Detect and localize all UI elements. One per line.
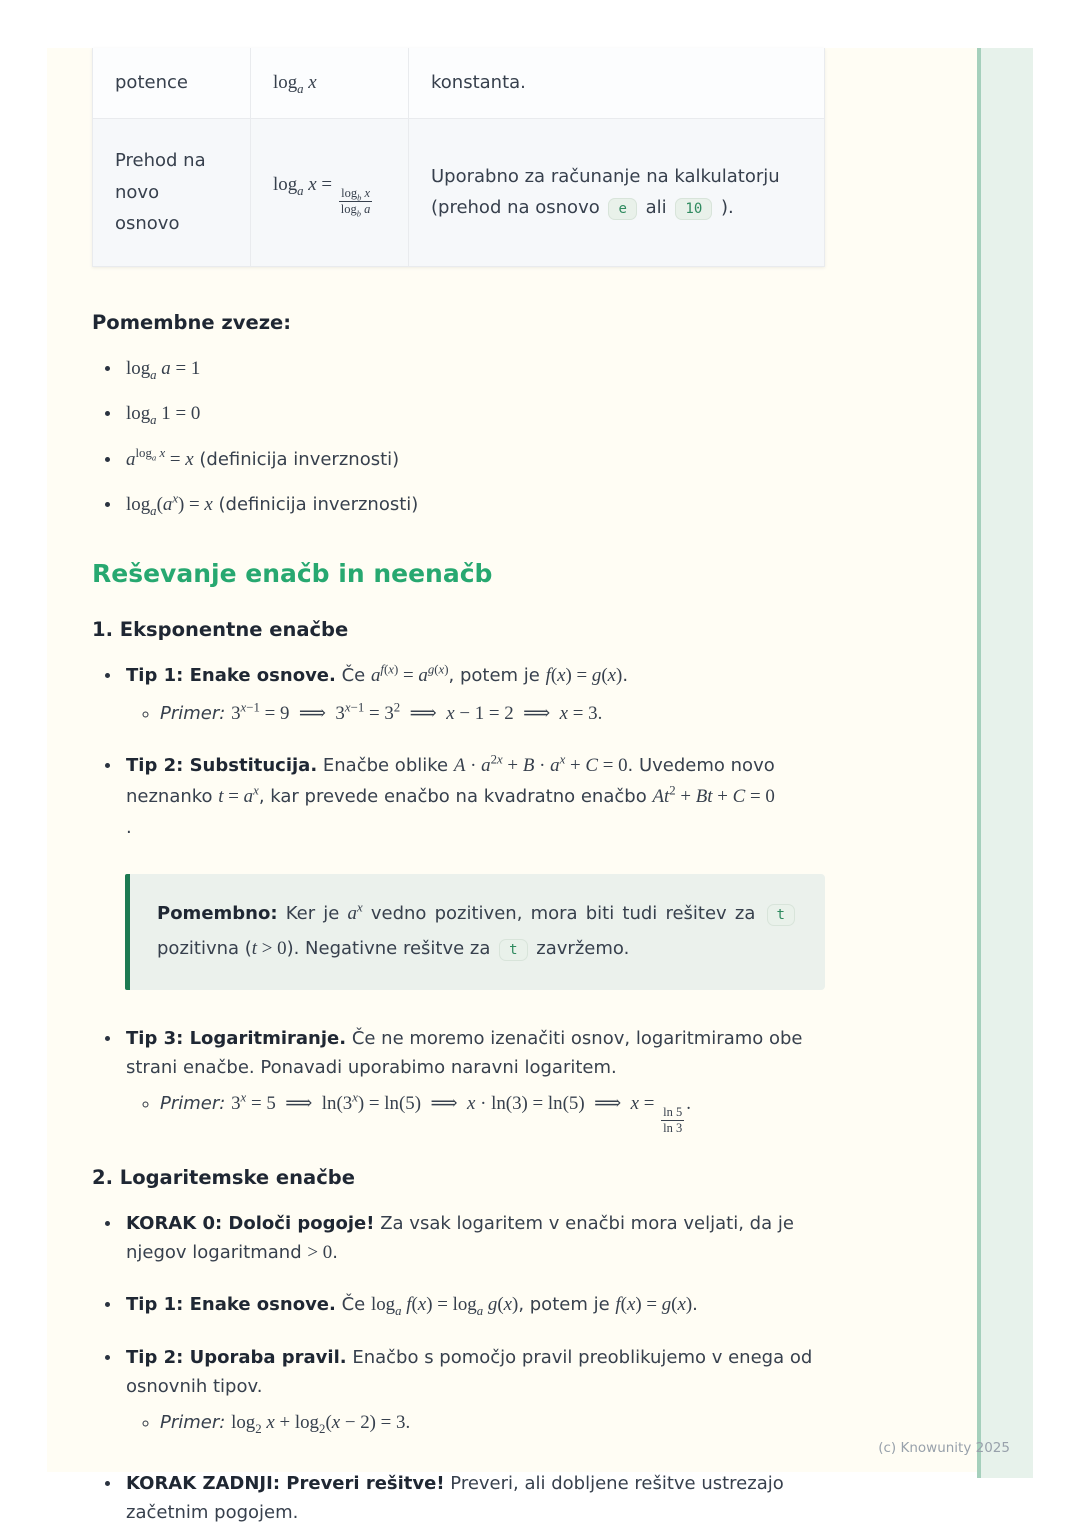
list-item — [122, 1343, 825, 1439]
copyright-text: (c) Knowunity 2025 — [878, 1440, 1010, 1456]
list-item — [122, 661, 825, 729]
log-rules-table — [92, 48, 825, 267]
list-item — [122, 445, 825, 476]
list-item — [122, 354, 825, 385]
tip-text: Tip 3: Logaritmiranje. Če ne moremo izenačiti osnov, logaritmiramo obe strani enačbe. Ponavadi uporabimo naravni logaritem. — [126, 1027, 803, 1078]
list-item — [122, 751, 825, 841]
list-item — [122, 1290, 825, 1321]
list-item — [122, 1024, 825, 1136]
list-item — [122, 399, 825, 430]
identities-heading: Pomembne zveze: — [92, 310, 292, 334]
rule-formula-cell: $\log_a x$ = $\frac{\log_b x}{\log_b a}$ — [251, 119, 409, 267]
rule-formula-cell: $\log_a x$ — [251, 48, 409, 119]
step-text: KORAK ZADNJI: Preveri rešitve! Preveri, ali dobljene rešitve ustrezajo začetnim pogojem. — [126, 1473, 784, 1524]
identity-text: $\log_a 1 = 0$ — [126, 403, 201, 427]
example-list — [126, 699, 825, 730]
tip-text: Tip 1: Enake osnove. Če $a^{f(x)} = a^{g(x)}$, potem je f(x) = g(x). — [126, 662, 629, 686]
list-item — [160, 699, 825, 730]
example-text: Primer: $\log_2 x + \log_2(x - 2) = 3$. — [160, 1412, 411, 1437]
tip-text: Tip 2: Uporaba pravil. Enačbo s pomočjo pravil preoblikujemo v enega od osnovnih tipov. — [126, 1347, 813, 1398]
rule-name-cell: potence — [93, 48, 251, 119]
tip-text: Tip 1: Enake osnove. Če $\log_a f(x) = \log_a g(x)$, potem je f(x) = g(x). — [126, 1294, 698, 1319]
logarithmic-steps-list — [92, 1209, 825, 1528]
page-edge-strip — [977, 48, 1033, 1478]
example-list — [126, 1408, 825, 1439]
tip-text: Tip 2: Substitucija. Enačbe oblike $A \cdot a^{2x} + B \cdot a^x + C = 0$. Uvedemo novo neznanko $t = a^x$, kar prevede enačbo na kvadratno enačbo $At^2 + Bt + C = 0$ . — [126, 752, 775, 838]
exponential-tips-list — [92, 661, 825, 842]
list-item — [122, 1469, 825, 1527]
list-item — [160, 1089, 825, 1136]
callout-text: Pomembno: Ker je $a^x$ vedno pozitiven, mora biti tudi rešitev za t pozitivna (t > 0). Negativne rešitve za t zavržemo. — [157, 897, 798, 967]
important-callout — [125, 874, 825, 990]
table-row — [93, 119, 825, 267]
example-text: Primer: $3^{x-1} = 9$ ⟹ $3^{x-1} = 3^2$ ⟹ x − 1 = 2 ⟹ x = 3. — [160, 700, 603, 724]
list-item — [122, 490, 825, 521]
identity-text: $\log_a a = 1$ — [126, 357, 201, 382]
exponential-tips-list-2 — [92, 1024, 825, 1136]
example-text: Primer: $3^x = 5$ ⟹ $\ln(3^x) = \ln(5)$ ⟹ x · ln(3) = ln(5) ⟹ x = $\frac{\ln 5}{\ln 3}$ . — [160, 1090, 691, 1135]
identity-text: $a^{log_a x} = x$ (definicija inverznosti) — [126, 446, 400, 470]
subsection-title-logarithmic: 2. Logaritemske enačbe — [92, 1165, 355, 1189]
rule-note-cell: Uporabno za računanje na kalkulatorju (prehod na osnovo e ali 10 ). — [409, 119, 825, 267]
rule-name-cell: Prehod na novo osnovo — [93, 119, 251, 267]
document-page — [47, 48, 977, 1524]
identities-list — [92, 354, 825, 522]
list-item — [160, 1408, 825, 1439]
table-row — [93, 48, 825, 119]
rule-note-cell: konstanta. — [409, 48, 825, 119]
subsection-title-exponential: 1. Eksponentne enačbe — [92, 618, 349, 641]
identity-text: $\log_a(a^x) = x$ (definicija inverznosti) — [126, 492, 419, 519]
step-text: KORAK 0: Določi pogoje! Za vsak logaritem v enačbi mora veljati, da je njegov logaritmand > 0. — [126, 1212, 794, 1263]
section-title: Reševanje enačb in neenačb — [92, 559, 493, 588]
list-item — [122, 1209, 825, 1269]
example-list — [126, 1089, 825, 1136]
